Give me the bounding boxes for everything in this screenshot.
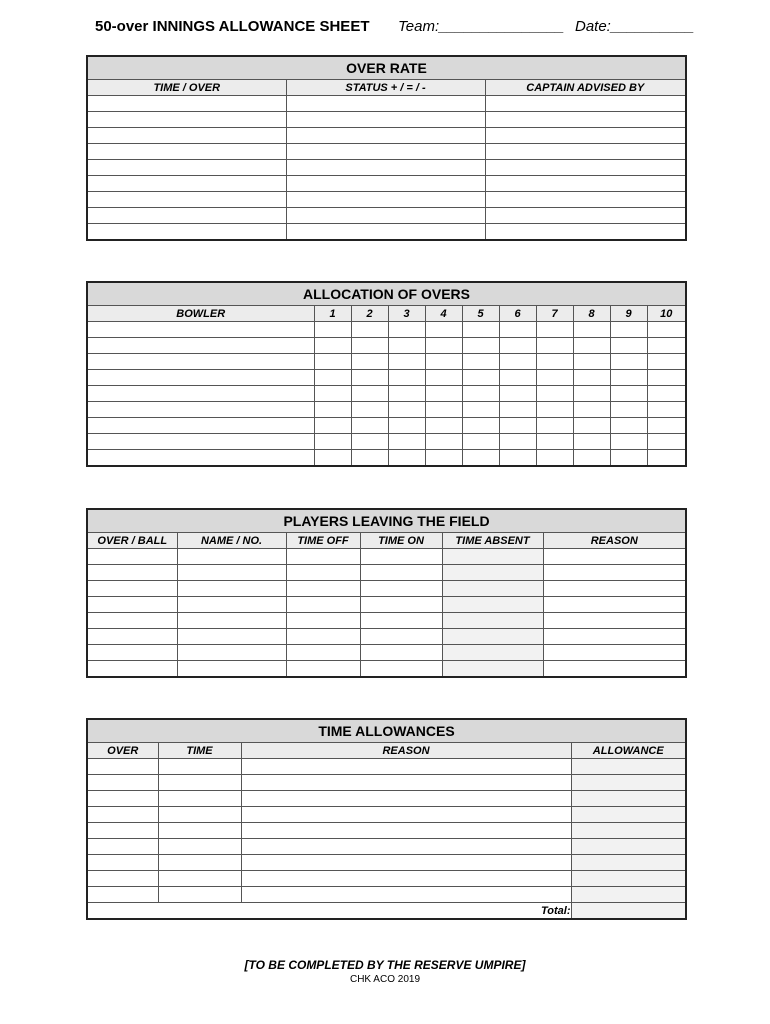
table-cell[interactable] <box>158 823 241 839</box>
table-cell[interactable] <box>647 386 686 402</box>
table-cell[interactable] <box>87 581 177 597</box>
table-cell[interactable] <box>485 96 686 112</box>
table-cell[interactable] <box>87 434 314 450</box>
table-cell[interactable] <box>286 144 485 160</box>
table-row <box>87 192 686 208</box>
col-over-ball: OVER / BALL <box>87 533 177 549</box>
total-cell[interactable] <box>571 903 686 920</box>
table-cell[interactable] <box>87 823 158 839</box>
team-field[interactable]: Team:_______________ <box>398 18 565 35</box>
table-cell[interactable] <box>647 354 686 370</box>
table-cell[interactable] <box>543 581 686 597</box>
table-cell[interactable] <box>462 418 499 434</box>
table-cell[interactable] <box>610 338 647 354</box>
over-rate-title: OVER RATE <box>87 56 686 80</box>
table-cell[interactable] <box>286 176 485 192</box>
table-cell[interactable] <box>573 370 610 386</box>
table-cell[interactable] <box>286 160 485 176</box>
table-cell[interactable] <box>87 354 314 370</box>
table-cell[interactable] <box>286 549 360 565</box>
table-row <box>87 112 686 128</box>
table-cell[interactable] <box>87 565 177 581</box>
table-row <box>87 661 686 678</box>
table-cell[interactable] <box>462 434 499 450</box>
col-time-over: TIME / OVER <box>87 80 286 96</box>
table-cell[interactable] <box>425 434 462 450</box>
table-cell[interactable] <box>647 450 686 467</box>
table-cell[interactable] <box>462 338 499 354</box>
allowances-table <box>86 718 687 920</box>
table-cell[interactable] <box>442 581 543 597</box>
table-cell[interactable] <box>351 386 388 402</box>
table-cell[interactable] <box>314 450 351 467</box>
table-cell[interactable] <box>241 871 571 887</box>
table-cell[interactable] <box>647 322 686 338</box>
table-cell[interactable] <box>536 402 573 418</box>
table-cell[interactable] <box>241 887 571 903</box>
table-row <box>87 759 686 775</box>
table-cell[interactable] <box>360 645 442 661</box>
table-cell[interactable] <box>442 565 543 581</box>
table-cell[interactable] <box>388 354 425 370</box>
col-over-7: 7 <box>536 306 573 322</box>
table-cell[interactable] <box>573 338 610 354</box>
table-cell[interactable] <box>87 597 177 613</box>
footer-note: [TO BE COMPLETED BY THE RESERVE UMPIRE] <box>244 958 526 972</box>
table-cell[interactable] <box>499 370 536 386</box>
table-row <box>87 96 686 112</box>
footer <box>0 958 770 985</box>
table-cell[interactable] <box>286 96 485 112</box>
table-row <box>87 565 686 581</box>
table-cell[interactable] <box>286 224 485 241</box>
allowances-title: TIME ALLOWANCES <box>87 719 686 743</box>
table-cell[interactable] <box>87 128 286 144</box>
table-cell[interactable] <box>388 402 425 418</box>
table-cell[interactable] <box>543 661 686 678</box>
col-name-no: NAME / NO. <box>177 533 286 549</box>
allocation-table <box>86 281 687 467</box>
table-cell[interactable] <box>442 629 543 645</box>
table-cell[interactable] <box>610 450 647 467</box>
table-row <box>87 807 686 823</box>
table-cell[interactable] <box>241 839 571 855</box>
table-cell[interactable] <box>158 775 241 791</box>
table-cell[interactable] <box>573 354 610 370</box>
table-cell[interactable] <box>499 338 536 354</box>
table-cell[interactable] <box>388 418 425 434</box>
table-row <box>87 855 686 871</box>
table-cell[interactable] <box>647 338 686 354</box>
table-cell[interactable] <box>571 791 686 807</box>
table-cell[interactable] <box>610 434 647 450</box>
table-cell[interactable] <box>87 549 177 565</box>
table-cell[interactable] <box>647 402 686 418</box>
table-cell[interactable] <box>610 322 647 338</box>
table-cell[interactable] <box>647 434 686 450</box>
table-cell[interactable] <box>158 839 241 855</box>
table-row <box>87 887 686 903</box>
table-cell[interactable] <box>442 549 543 565</box>
table-row <box>87 338 686 354</box>
table-cell[interactable] <box>87 418 314 434</box>
col-time-off: TIME OFF <box>286 533 360 549</box>
table-cell[interactable] <box>177 645 286 661</box>
table-cell[interactable] <box>462 450 499 467</box>
table-cell[interactable] <box>610 402 647 418</box>
col-captain-advised: CAPTAIN ADVISED BY <box>485 80 686 96</box>
table-cell[interactable] <box>87 96 286 112</box>
col-over: OVER <box>87 743 158 759</box>
table-row <box>87 386 686 402</box>
table-cell[interactable] <box>177 565 286 581</box>
table-cell[interactable] <box>536 338 573 354</box>
table-cell[interactable] <box>485 192 686 208</box>
players-title: PLAYERS LEAVING THE FIELD <box>87 509 686 533</box>
table-cell[interactable] <box>442 597 543 613</box>
table-cell[interactable] <box>571 823 686 839</box>
table-cell[interactable] <box>442 661 543 678</box>
table-cell[interactable] <box>351 402 388 418</box>
players-table <box>86 508 687 678</box>
table-cell[interactable] <box>573 418 610 434</box>
table-cell[interactable] <box>87 791 158 807</box>
table-cell[interactable] <box>351 434 388 450</box>
table-cell[interactable] <box>499 450 536 467</box>
table-cell[interactable] <box>314 354 351 370</box>
table-cell[interactable] <box>286 613 360 629</box>
table-cell[interactable] <box>314 338 351 354</box>
table-cell[interactable] <box>286 629 360 645</box>
table-cell[interactable] <box>485 224 686 241</box>
table-cell[interactable] <box>573 402 610 418</box>
table-cell[interactable] <box>87 629 177 645</box>
table-cell[interactable] <box>573 434 610 450</box>
table-row <box>87 160 686 176</box>
table-row <box>87 775 686 791</box>
table-cell[interactable] <box>286 208 485 224</box>
table-row <box>87 450 686 467</box>
table-cell[interactable] <box>360 613 442 629</box>
table-cell[interactable] <box>462 386 499 402</box>
table-cell[interactable] <box>543 613 686 629</box>
table-cell[interactable] <box>485 144 686 160</box>
table-cell[interactable] <box>536 354 573 370</box>
table-cell[interactable] <box>286 565 360 581</box>
table-row <box>87 224 686 241</box>
over-rate-table <box>86 55 687 241</box>
table-cell[interactable] <box>87 871 158 887</box>
table-cell[interactable] <box>87 775 158 791</box>
table-cell[interactable] <box>177 613 286 629</box>
col-reason: REASON <box>543 533 686 549</box>
col-time: TIME <box>158 743 241 759</box>
table-cell[interactable] <box>87 386 314 402</box>
table-cell[interactable] <box>241 823 571 839</box>
table-row <box>87 418 686 434</box>
table-cell[interactable] <box>425 338 462 354</box>
table-cell[interactable] <box>87 112 286 128</box>
allocation-title: ALLOCATION OF OVERS <box>87 282 686 306</box>
table-cell[interactable] <box>177 581 286 597</box>
table-cell[interactable] <box>87 322 314 338</box>
col-status: STATUS + / = / - <box>286 80 485 96</box>
table-cell[interactable] <box>388 450 425 467</box>
table-cell[interactable] <box>241 855 571 871</box>
table-row <box>87 354 686 370</box>
table-cell[interactable] <box>87 855 158 871</box>
table-row <box>87 208 686 224</box>
table-cell[interactable] <box>536 418 573 434</box>
table-cell[interactable] <box>177 597 286 613</box>
table-cell[interactable] <box>286 661 360 678</box>
table-cell[interactable] <box>499 402 536 418</box>
col-over-9: 9 <box>610 306 647 322</box>
table-cell[interactable] <box>351 322 388 338</box>
table-cell[interactable] <box>543 597 686 613</box>
table-cell[interactable] <box>314 322 351 338</box>
table-cell[interactable] <box>241 759 571 775</box>
table-row <box>87 128 686 144</box>
table-cell[interactable] <box>499 418 536 434</box>
table-cell[interactable] <box>158 871 241 887</box>
col-over-2: 2 <box>351 306 388 322</box>
table-row <box>87 549 686 565</box>
table-cell[interactable] <box>462 402 499 418</box>
table-cell[interactable] <box>158 759 241 775</box>
table-cell[interactable] <box>543 629 686 645</box>
table-cell[interactable] <box>571 887 686 903</box>
table-cell[interactable] <box>485 112 686 128</box>
table-row <box>87 791 686 807</box>
table-cell[interactable] <box>87 338 314 354</box>
table-cell[interactable] <box>286 597 360 613</box>
table-cell[interactable] <box>177 661 286 678</box>
col-time-absent: TIME ABSENT <box>442 533 543 549</box>
table-cell[interactable] <box>158 887 241 903</box>
table-cell[interactable] <box>610 418 647 434</box>
table-row <box>87 322 686 338</box>
table-cell[interactable] <box>241 807 571 823</box>
col-over-10: 10 <box>647 306 686 322</box>
table-row <box>87 645 686 661</box>
table-cell[interactable] <box>425 418 462 434</box>
col-over-1: 1 <box>314 306 351 322</box>
table-cell[interactable] <box>425 354 462 370</box>
table-cell[interactable] <box>351 338 388 354</box>
table-row <box>87 823 686 839</box>
table-cell[interactable] <box>499 322 536 338</box>
table-cell[interactable] <box>610 354 647 370</box>
table-cell[interactable] <box>571 855 686 871</box>
table-cell[interactable] <box>647 418 686 434</box>
table-cell[interactable] <box>158 855 241 871</box>
col-over-5: 5 <box>462 306 499 322</box>
table-cell[interactable] <box>442 613 543 629</box>
table-row <box>87 402 686 418</box>
form-code: CHK ACO 2019 <box>349 974 421 985</box>
table-row <box>87 871 686 887</box>
col-time-on: TIME ON <box>360 533 442 549</box>
table-cell[interactable] <box>314 370 351 386</box>
table-row <box>87 144 686 160</box>
table-cell[interactable] <box>485 128 686 144</box>
table-cell[interactable] <box>610 370 647 386</box>
over-rate-body <box>87 96 686 241</box>
sheet-title: 50-over INNINGS ALLOWANCE SHEET <box>95 18 370 35</box>
table-cell[interactable] <box>499 354 536 370</box>
table-row <box>87 370 686 386</box>
table-cell[interactable] <box>351 370 388 386</box>
table-cell[interactable] <box>87 807 158 823</box>
table-cell[interactable] <box>536 434 573 450</box>
table-cell[interactable] <box>177 549 286 565</box>
table-cell[interactable] <box>571 807 686 823</box>
table-row <box>87 839 686 855</box>
col-over-4: 4 <box>425 306 462 322</box>
table-cell[interactable] <box>536 370 573 386</box>
table-cell[interactable] <box>158 807 241 823</box>
table-cell[interactable] <box>543 549 686 565</box>
table-cell[interactable] <box>87 144 286 160</box>
table-row <box>87 434 686 450</box>
total-label: Total: <box>87 903 571 920</box>
table-cell[interactable] <box>351 354 388 370</box>
table-cell[interactable] <box>286 128 485 144</box>
table-cell[interactable] <box>87 645 177 661</box>
table-cell[interactable] <box>286 645 360 661</box>
table-cell[interactable] <box>286 192 485 208</box>
players-body <box>87 549 686 678</box>
table-cell[interactable] <box>388 338 425 354</box>
table-cell[interactable] <box>87 192 286 208</box>
table-cell[interactable] <box>241 775 571 791</box>
table-cell[interactable] <box>647 370 686 386</box>
table-cell[interactable] <box>571 871 686 887</box>
table-row <box>87 629 686 645</box>
table-cell[interactable] <box>442 645 543 661</box>
table-cell[interactable] <box>388 322 425 338</box>
table-cell[interactable] <box>425 386 462 402</box>
table-cell[interactable] <box>360 581 442 597</box>
table-cell[interactable] <box>314 434 351 450</box>
table-cell[interactable] <box>485 176 686 192</box>
table-cell[interactable] <box>573 450 610 467</box>
table-cell[interactable] <box>388 386 425 402</box>
table-cell[interactable] <box>351 450 388 467</box>
col-over-8: 8 <box>573 306 610 322</box>
col-allowance: ALLOWANCE <box>571 743 686 759</box>
table-cell[interactable] <box>87 208 286 224</box>
table-cell[interactable] <box>536 450 573 467</box>
table-row <box>87 176 686 192</box>
col-allowance-reason: REASON <box>241 743 571 759</box>
table-cell[interactable] <box>360 629 442 645</box>
table-cell[interactable] <box>87 613 177 629</box>
table-cell[interactable] <box>314 402 351 418</box>
table-cell[interactable] <box>571 775 686 791</box>
table-cell[interactable] <box>462 370 499 386</box>
table-row <box>87 581 686 597</box>
allocation-body <box>87 322 686 467</box>
col-over-6: 6 <box>499 306 536 322</box>
table-row <box>87 613 686 629</box>
sheet-header <box>95 18 715 40</box>
col-bowler: BOWLER <box>87 306 314 322</box>
col-over-3: 3 <box>388 306 425 322</box>
table-cell[interactable] <box>87 450 314 467</box>
table-cell[interactable] <box>571 759 686 775</box>
table-cell[interactable] <box>485 208 686 224</box>
table-cell[interactable] <box>573 386 610 402</box>
table-cell[interactable] <box>87 176 286 192</box>
table-cell[interactable] <box>388 434 425 450</box>
table-cell[interactable] <box>241 791 571 807</box>
table-cell[interactable] <box>360 661 442 678</box>
table-cell[interactable] <box>499 434 536 450</box>
table-cell[interactable] <box>87 887 158 903</box>
table-cell[interactable] <box>87 759 158 775</box>
table-cell[interactable] <box>462 354 499 370</box>
table-cell[interactable] <box>543 565 686 581</box>
table-cell[interactable] <box>87 402 314 418</box>
table-cell[interactable] <box>425 450 462 467</box>
table-cell[interactable] <box>87 160 286 176</box>
table-cell[interactable] <box>543 645 686 661</box>
table-cell[interactable] <box>360 549 442 565</box>
table-cell[interactable] <box>351 418 388 434</box>
table-row <box>87 597 686 613</box>
table-cell[interactable] <box>425 322 462 338</box>
table-cell[interactable] <box>314 418 351 434</box>
table-cell[interactable] <box>536 386 573 402</box>
table-cell[interactable] <box>571 839 686 855</box>
table-cell[interactable] <box>573 322 610 338</box>
table-cell[interactable] <box>536 322 573 338</box>
table-cell[interactable] <box>499 386 536 402</box>
table-cell[interactable] <box>425 402 462 418</box>
table-cell[interactable] <box>286 112 485 128</box>
table-cell[interactable] <box>462 322 499 338</box>
allowances-body <box>87 759 686 903</box>
table-cell[interactable] <box>87 224 286 241</box>
date-field[interactable]: Date:__________ <box>575 18 695 35</box>
table-cell[interactable] <box>360 597 442 613</box>
table-cell[interactable] <box>87 370 314 386</box>
table-cell[interactable] <box>314 386 351 402</box>
table-cell[interactable] <box>425 370 462 386</box>
table-cell[interactable] <box>360 565 442 581</box>
table-cell[interactable] <box>158 791 241 807</box>
table-cell[interactable] <box>177 629 286 645</box>
table-cell[interactable] <box>610 386 647 402</box>
table-cell[interactable] <box>87 839 158 855</box>
table-cell[interactable] <box>485 160 686 176</box>
table-cell[interactable] <box>388 370 425 386</box>
table-cell[interactable] <box>87 661 177 678</box>
table-cell[interactable] <box>286 581 360 597</box>
